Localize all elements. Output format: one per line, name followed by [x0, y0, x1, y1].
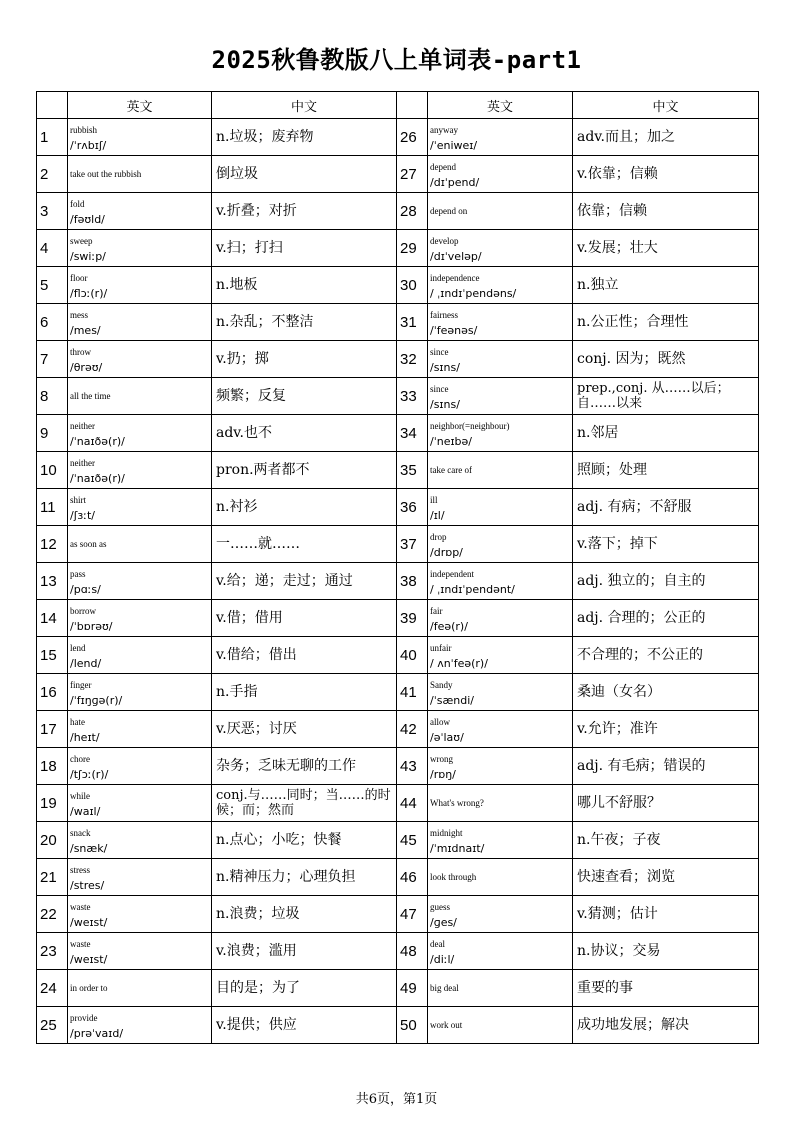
- entry-number: 36: [397, 489, 428, 526]
- chinese-meaning: n.垃圾；废弃物: [212, 119, 397, 156]
- english-phrase: look through: [430, 872, 477, 882]
- english-word: waste: [70, 902, 91, 912]
- table-row: [37, 785, 759, 822]
- english-cell: [68, 637, 212, 674]
- english-cell: [428, 415, 573, 452]
- entry-number: 31: [397, 304, 428, 341]
- phonetic-transcription: /heɪt/: [70, 731, 100, 744]
- chinese-meaning: n.协议；交易: [573, 933, 759, 970]
- vocabulary-table: [36, 91, 759, 1044]
- english-word: allow: [430, 717, 450, 727]
- entry-number: 7: [37, 341, 68, 378]
- phonetic-transcription: / ˌɪndɪˈpendəns/: [430, 287, 517, 300]
- phonetic-transcription: /pɑːs/: [70, 583, 101, 596]
- table-row: [37, 156, 759, 193]
- table-row: [37, 637, 759, 674]
- phonetic-transcription: /ˈnaɪðə(r)/: [70, 472, 125, 485]
- phonetic-transcription: / ˌɪndɪˈpendənt/: [430, 583, 515, 596]
- entry-number: 8: [37, 378, 68, 415]
- chinese-meaning: adj. 独立的；自主的: [573, 563, 759, 600]
- entry-number: 9: [37, 415, 68, 452]
- phonetic-transcription: /weɪst/: [70, 916, 108, 929]
- entry-number: 42: [397, 711, 428, 748]
- table-row: [37, 563, 759, 600]
- phonetic-transcription: /drɒp/: [430, 546, 463, 559]
- chinese-meaning: 依靠；信赖: [573, 193, 759, 230]
- chinese-meaning: v.给；递；走过；通过: [212, 563, 397, 600]
- chinese-meaning: 照顾；处理: [573, 452, 759, 489]
- phonetic-transcription: /ɡes/: [430, 916, 457, 929]
- page-footer: 共6页，第1页: [355, 1092, 438, 1107]
- chinese-meaning: 重要的事: [573, 970, 759, 1007]
- english-word: chore: [70, 754, 90, 764]
- phonetic-transcription: /swiːp/: [70, 250, 106, 263]
- entry-number: 44: [397, 785, 428, 822]
- english-cell: [68, 526, 212, 563]
- english-cell: [68, 822, 212, 859]
- english-word: pass: [70, 569, 86, 579]
- chinese-meaning: adv.也不: [212, 415, 397, 452]
- phonetic-transcription: /ˈmɪdnaɪt/: [430, 842, 485, 855]
- english-phrase: all the time: [70, 391, 111, 401]
- chinese-meaning: v.落下；掉下: [573, 526, 759, 563]
- table-row: [37, 415, 759, 452]
- english-cell: [428, 119, 573, 156]
- english-cell: [428, 711, 573, 748]
- english-cell: [428, 896, 573, 933]
- entry-number: 15: [37, 637, 68, 674]
- english-cell: [68, 785, 212, 822]
- chinese-meaning: 频繁；反复: [212, 378, 397, 415]
- entry-number: 18: [37, 748, 68, 785]
- table-row: [37, 267, 759, 304]
- english-word: midnight: [430, 828, 463, 838]
- english-phrase: in order to: [70, 983, 108, 993]
- english-word: ill: [430, 495, 438, 505]
- english-cell: [68, 230, 212, 267]
- table-row: [37, 933, 759, 970]
- english-column-header: 英文: [428, 92, 573, 119]
- english-cell: [428, 785, 573, 822]
- table-row: [37, 822, 759, 859]
- english-word: waste: [70, 939, 91, 949]
- chinese-column-header: 中文: [212, 92, 397, 119]
- english-cell: [68, 193, 212, 230]
- chinese-meaning: v.扫；打扫: [212, 230, 397, 267]
- english-cell: [428, 230, 573, 267]
- chinese-meaning: v.扔；掷: [212, 341, 397, 378]
- phonetic-transcription: /snæk/: [70, 842, 108, 855]
- phonetic-transcription: /weɪst/: [70, 953, 108, 966]
- entry-number: 12: [37, 526, 68, 563]
- phonetic-transcription: /sɪns/: [430, 361, 460, 374]
- chinese-meaning: n.独立: [573, 267, 759, 304]
- table-row: [37, 896, 759, 933]
- phonetic-transcription: /ˈbɒrəʊ/: [70, 620, 113, 633]
- phonetic-transcription: /dɪˈveləp/: [430, 250, 482, 263]
- english-cell: [428, 452, 573, 489]
- english-cell: [68, 156, 212, 193]
- table-row: [37, 304, 759, 341]
- chinese-meaning: 目的是；为了: [212, 970, 397, 1007]
- english-cell: [428, 933, 573, 970]
- english-word: deal: [430, 939, 445, 949]
- entry-number: 27: [397, 156, 428, 193]
- num-column-header: [397, 92, 428, 119]
- english-word: provide: [70, 1013, 98, 1023]
- english-word: floor: [70, 273, 88, 283]
- english-word: while: [70, 791, 90, 801]
- chinese-meaning: v.厌恶；讨厌: [212, 711, 397, 748]
- english-phrase: work out: [430, 1020, 463, 1030]
- phonetic-transcription: /ʃɜːt/: [70, 509, 95, 522]
- entry-number: 39: [397, 600, 428, 637]
- chinese-column-header: 中文: [573, 92, 759, 119]
- english-cell: [68, 378, 212, 415]
- chinese-meaning: n.手指: [212, 674, 397, 711]
- english-phrase: depend on: [430, 206, 468, 216]
- english-word: fairness: [430, 310, 458, 320]
- entry-number: 10: [37, 452, 68, 489]
- chinese-meaning: conj. 因为；既然: [573, 341, 759, 378]
- chinese-meaning: 哪儿不舒服？: [573, 785, 759, 822]
- entry-number: 38: [397, 563, 428, 600]
- chinese-meaning: v.允许；准许: [573, 711, 759, 748]
- chinese-meaning: 一……就……: [212, 526, 397, 563]
- english-word: fair: [430, 606, 443, 616]
- english-word: drop: [430, 532, 447, 542]
- english-word: guess: [430, 902, 450, 912]
- english-word: depend: [430, 162, 456, 172]
- entry-number: 47: [397, 896, 428, 933]
- chinese-meaning: v.借；借用: [212, 600, 397, 637]
- entry-number: 19: [37, 785, 68, 822]
- english-cell: [68, 1007, 212, 1044]
- phonetic-transcription: /ˈsændi/: [430, 694, 474, 707]
- english-cell: [68, 119, 212, 156]
- english-cell: [428, 304, 573, 341]
- phonetic-transcription: /mes/: [70, 324, 101, 337]
- english-word: independence: [430, 273, 480, 283]
- chinese-meaning: 成功地发展；解决: [573, 1007, 759, 1044]
- phonetic-transcription: /ɪl/: [430, 509, 445, 522]
- english-word: lend: [70, 643, 86, 653]
- english-cell: [428, 156, 573, 193]
- english-word: develop: [430, 236, 459, 246]
- english-word: fold: [70, 199, 85, 209]
- english-cell: [68, 452, 212, 489]
- entry-number: 22: [37, 896, 68, 933]
- phonetic-transcription: /feə(r)/: [430, 620, 468, 633]
- table-header-row: [37, 92, 759, 119]
- english-word: independent: [430, 569, 474, 579]
- table-row: [37, 970, 759, 1007]
- english-word: snack: [70, 828, 91, 838]
- entry-number: 4: [37, 230, 68, 267]
- english-cell: [428, 748, 573, 785]
- chinese-meaning: n.杂乱；不整洁: [212, 304, 397, 341]
- english-cell: [68, 489, 212, 526]
- chinese-meaning: v.借给；借出: [212, 637, 397, 674]
- table-row: [37, 119, 759, 156]
- table-row: [37, 452, 759, 489]
- english-cell: [68, 711, 212, 748]
- english-phrase: big deal: [430, 983, 459, 993]
- english-word: neither: [70, 421, 95, 431]
- entry-number: 21: [37, 859, 68, 896]
- chinese-meaning: n.点心；小吃；快餐: [212, 822, 397, 859]
- entry-number: 2: [37, 156, 68, 193]
- english-cell: [428, 970, 573, 1007]
- chinese-meaning: adj. 合理的；公正的: [573, 600, 759, 637]
- english-word: unfair: [430, 643, 452, 653]
- phonetic-transcription: /waɪl/: [70, 805, 101, 818]
- table-row: [37, 230, 759, 267]
- english-cell: [68, 563, 212, 600]
- entry-number: 26: [397, 119, 428, 156]
- table-row: [37, 489, 759, 526]
- english-cell: [428, 600, 573, 637]
- english-phrase: What's wrong?: [430, 798, 484, 808]
- english-cell: [68, 970, 212, 1007]
- english-word: throw: [70, 347, 91, 357]
- entry-number: 40: [397, 637, 428, 674]
- chinese-meaning: n.精神压力；心理负担: [212, 859, 397, 896]
- chinese-meaning: n.邻居: [573, 415, 759, 452]
- english-phrase: as soon as: [70, 539, 107, 549]
- entry-number: 35: [397, 452, 428, 489]
- english-cell: [428, 674, 573, 711]
- chinese-meaning: prep.,conj. 从……以后；自……以来: [573, 378, 759, 415]
- chinese-meaning: n.地板: [212, 267, 397, 304]
- chinese-meaning: adv.而且；加之: [573, 119, 759, 156]
- phonetic-transcription: /lend/: [70, 657, 102, 670]
- chinese-meaning: 不合理的；不公正的: [573, 637, 759, 674]
- entry-number: 25: [37, 1007, 68, 1044]
- chinese-meaning: n.公正性；合理性: [573, 304, 759, 341]
- english-cell: [428, 563, 573, 600]
- english-phrase: take care of: [430, 465, 472, 475]
- chinese-meaning: v.提供；供应: [212, 1007, 397, 1044]
- phonetic-transcription: /ˈnaɪðə(r)/: [70, 435, 125, 448]
- phonetic-transcription: /ˈfeənəs/: [430, 324, 478, 337]
- entry-number: 34: [397, 415, 428, 452]
- phonetic-transcription: /fəʊld/: [70, 213, 105, 226]
- entry-number: 48: [397, 933, 428, 970]
- chinese-meaning: conj.与……同时；当……的时候；而；然而: [212, 785, 397, 822]
- entry-number: 41: [397, 674, 428, 711]
- table-row: [37, 526, 759, 563]
- phonetic-transcription: /ˈneɪbə/: [430, 435, 473, 448]
- chinese-meaning: 杂务；乏味无聊的工作: [212, 748, 397, 785]
- entry-number: 3: [37, 193, 68, 230]
- english-word: hate: [70, 717, 85, 727]
- phonetic-transcription: /sɪns/: [430, 398, 460, 411]
- chinese-meaning: 倒垃圾: [212, 156, 397, 193]
- entry-number: 46: [397, 859, 428, 896]
- english-word: anyway: [430, 125, 458, 135]
- english-cell: [428, 489, 573, 526]
- english-cell: [428, 526, 573, 563]
- phonetic-transcription: /əˈlaʊ/: [430, 731, 464, 744]
- english-cell: [68, 600, 212, 637]
- english-word: stress: [70, 865, 90, 875]
- chinese-meaning: n.衬衫: [212, 489, 397, 526]
- english-cell: [68, 933, 212, 970]
- table-row: [37, 341, 759, 378]
- english-cell: [68, 304, 212, 341]
- english-word: sweep: [70, 236, 93, 246]
- english-word: rubbish: [70, 125, 97, 135]
- entry-number: 6: [37, 304, 68, 341]
- entry-number: 13: [37, 563, 68, 600]
- phonetic-transcription: /ˈeniweɪ/: [430, 139, 478, 152]
- chinese-meaning: pron.两者都不: [212, 452, 397, 489]
- table-row: [37, 600, 759, 637]
- english-word: borrow: [70, 606, 96, 616]
- english-cell: [68, 896, 212, 933]
- entry-number: 28: [397, 193, 428, 230]
- english-cell: [68, 415, 212, 452]
- english-cell: [68, 859, 212, 896]
- chinese-meaning: v.折叠；对折: [212, 193, 397, 230]
- english-word: neither: [70, 458, 95, 468]
- english-cell: [428, 859, 573, 896]
- entry-number: 49: [397, 970, 428, 1007]
- entry-number: 43: [397, 748, 428, 785]
- english-word: finger: [70, 680, 92, 690]
- entry-number: 33: [397, 378, 428, 415]
- english-cell: [428, 1007, 573, 1044]
- num-column-header: [37, 92, 68, 119]
- english-cell: [68, 674, 212, 711]
- english-word: wrong: [430, 754, 453, 764]
- chinese-meaning: 快速查看；浏览: [573, 859, 759, 896]
- table-row: [37, 674, 759, 711]
- entry-number: 29: [397, 230, 428, 267]
- english-word: since: [430, 347, 449, 357]
- english-word: neighbor(=neighbour): [430, 421, 510, 431]
- english-word: mess: [70, 310, 88, 320]
- phonetic-transcription: /dɪˈpend/: [430, 176, 480, 189]
- phonetic-transcription: /prəˈvaɪd/: [70, 1027, 124, 1040]
- phonetic-transcription: /stres/: [70, 879, 105, 892]
- phonetic-transcription: /ˈfɪŋɡə(r)/: [70, 694, 123, 707]
- table-row: [37, 711, 759, 748]
- entry-number: 30: [397, 267, 428, 304]
- chinese-meaning: v.猜测；估计: [573, 896, 759, 933]
- english-word: shirt: [70, 495, 87, 505]
- entry-number: 32: [397, 341, 428, 378]
- english-cell: [428, 193, 573, 230]
- english-word: since: [430, 384, 449, 394]
- chinese-meaning: v.浪费；滥用: [212, 933, 397, 970]
- english-cell: [68, 748, 212, 785]
- phonetic-transcription: /flɔː(r)/: [70, 287, 108, 300]
- english-word: Sandy: [430, 680, 453, 690]
- phonetic-transcription: /θrəʊ/: [70, 361, 103, 374]
- english-column-header: 英文: [68, 92, 212, 119]
- chinese-meaning: v.发展；壮大: [573, 230, 759, 267]
- table-row: [37, 378, 759, 415]
- entry-number: 1: [37, 119, 68, 156]
- chinese-meaning: adj. 有毛病；错误的: [573, 748, 759, 785]
- entry-number: 45: [397, 822, 428, 859]
- english-cell: [428, 637, 573, 674]
- english-cell: [428, 341, 573, 378]
- chinese-meaning: n.午夜；子夜: [573, 822, 759, 859]
- entry-number: 50: [397, 1007, 428, 1044]
- table-row: [37, 1007, 759, 1044]
- english-cell: [428, 822, 573, 859]
- phonetic-transcription: / ʌnˈfeə(r)/: [430, 657, 488, 670]
- chinese-meaning: v.依靠；信赖: [573, 156, 759, 193]
- phonetic-transcription: /tʃɔː(r)/: [70, 768, 109, 781]
- table-row: [37, 193, 759, 230]
- chinese-meaning: n.浪费；垃圾: [212, 896, 397, 933]
- table-row: [37, 748, 759, 785]
- page-title: 2025秋鲁教版八上单词表-part1: [211, 46, 582, 74]
- entry-number: 17: [37, 711, 68, 748]
- chinese-meaning: adj. 有病；不舒服: [573, 489, 759, 526]
- entry-number: 14: [37, 600, 68, 637]
- english-phrase: take out the rubbish: [70, 169, 142, 179]
- english-cell: [68, 267, 212, 304]
- entry-number: 16: [37, 674, 68, 711]
- phonetic-transcription: /diːl/: [430, 953, 455, 966]
- english-cell: [428, 267, 573, 304]
- entry-number: 23: [37, 933, 68, 970]
- phonetic-transcription: /rɒŋ/: [430, 768, 456, 781]
- entry-number: 11: [37, 489, 68, 526]
- entry-number: 24: [37, 970, 68, 1007]
- english-cell: [428, 378, 573, 415]
- table-row: [37, 859, 759, 896]
- entry-number: 5: [37, 267, 68, 304]
- english-cell: [68, 341, 212, 378]
- entry-number: 37: [397, 526, 428, 563]
- phonetic-transcription: /ˈrʌbɪʃ/: [70, 139, 107, 152]
- chinese-meaning: 桑迪（女名）: [573, 674, 759, 711]
- entry-number: 20: [37, 822, 68, 859]
